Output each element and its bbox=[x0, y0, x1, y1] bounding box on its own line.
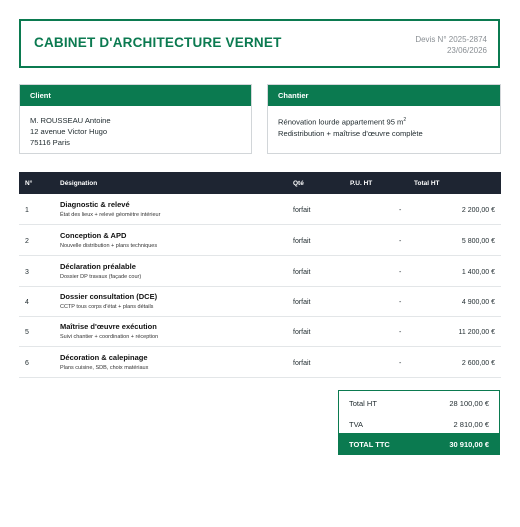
chantier-box-title: Chantier bbox=[268, 85, 500, 106]
row-title: Diagnostic & relevé bbox=[60, 200, 130, 209]
total-ht-value: 28 100,00 € bbox=[449, 399, 489, 408]
row-total: 11 200,00 € bbox=[458, 329, 495, 336]
row-qty: forfait bbox=[293, 360, 311, 367]
header-num: N° bbox=[25, 180, 33, 187]
row-subtitle: Dossier DP travaux (façade cour) bbox=[60, 274, 142, 280]
row-num: 2 bbox=[25, 238, 29, 245]
table-row bbox=[19, 347, 501, 378]
row-qty: forfait bbox=[293, 329, 311, 336]
document-header bbox=[19, 19, 500, 68]
row-qty: forfait bbox=[293, 299, 311, 306]
devis-number: Devis N° 2025-2874 bbox=[415, 35, 487, 44]
row-title: Conception & APD bbox=[60, 231, 127, 240]
total-ttc-value: 30 910,00 € bbox=[449, 440, 489, 449]
chantier-line-2: Redistribution + maîtrise d'œuvre complète bbox=[278, 128, 423, 138]
header-qty: Qté bbox=[293, 180, 304, 187]
table-row bbox=[19, 225, 501, 256]
tva-value: 2 810,00 € bbox=[453, 420, 489, 429]
row-qty: forfait bbox=[293, 238, 311, 245]
row-num: 5 bbox=[25, 329, 29, 336]
chantier-description bbox=[268, 106, 500, 139]
row-pu: - bbox=[399, 360, 402, 367]
total-ttc-row bbox=[339, 433, 499, 454]
client-box bbox=[19, 84, 252, 154]
table-row bbox=[19, 256, 501, 287]
header-total: Total HT bbox=[414, 180, 440, 187]
row-total: 2 200,00 € bbox=[461, 207, 495, 214]
header-designation: Désignation bbox=[60, 180, 98, 187]
row-qty: forfait bbox=[293, 269, 311, 276]
table-header bbox=[19, 172, 501, 194]
header-pu: P.U. HT bbox=[350, 180, 373, 187]
client-street: 12 avenue Victor Hugo bbox=[30, 127, 108, 136]
chantier-box bbox=[267, 84, 501, 154]
firm-name: CABINET D'ARCHITECTURE VERNET bbox=[34, 35, 282, 50]
row-total: 4 900,00 € bbox=[461, 299, 495, 306]
row-pu: - bbox=[399, 299, 402, 306]
chantier-line-1-sup: 2 bbox=[403, 117, 407, 123]
total-ht-row bbox=[339, 392, 499, 413]
table-row bbox=[19, 194, 501, 225]
total-ttc-label: TOTAL TTC bbox=[349, 440, 390, 449]
row-num: 1 bbox=[25, 207, 29, 214]
row-total: 1 400,00 € bbox=[461, 269, 495, 276]
row-title: Décoration & calepinage bbox=[60, 353, 148, 362]
row-title: Dossier consultation (DCE) bbox=[60, 292, 158, 301]
chantier-line-1-text: Rénovation lourde appartement 95 m bbox=[278, 117, 404, 127]
row-subtitle: État des lieux + relevé géomètre intérieur bbox=[60, 212, 161, 218]
client-address bbox=[20, 106, 251, 148]
row-title: Déclaration préalable bbox=[60, 262, 136, 271]
table-row bbox=[19, 286, 501, 317]
row-subtitle: Plans cuisine, SDB, choix matériaux bbox=[60, 365, 149, 371]
row-num: 4 bbox=[25, 299, 29, 306]
row-title: Maîtrise d'œuvre exécution bbox=[60, 322, 157, 331]
total-ht-label: Total HT bbox=[349, 399, 377, 408]
row-pu: - bbox=[399, 207, 402, 214]
row-total: 5 800,00 € bbox=[461, 238, 495, 245]
devis-info bbox=[415, 34, 487, 56]
row-pu: - bbox=[399, 329, 402, 336]
row-pu: - bbox=[399, 238, 402, 245]
totals-box bbox=[338, 390, 500, 455]
table-row bbox=[19, 316, 501, 347]
client-city: 75116 Paris bbox=[30, 138, 70, 147]
chantier-line-1 bbox=[278, 115, 500, 128]
client-name: M. ROUSSEAU Antoine bbox=[30, 116, 111, 125]
row-num: 6 bbox=[25, 360, 29, 367]
row-total: 2 600,00 € bbox=[461, 360, 495, 367]
row-pu: - bbox=[399, 269, 402, 276]
row-subtitle: CCTP tous corps d'état + plans détails bbox=[60, 304, 154, 310]
quote-table bbox=[19, 172, 501, 371]
row-qty: forfait bbox=[293, 207, 311, 214]
tva-row bbox=[339, 413, 499, 434]
client-box-title: Client bbox=[20, 85, 251, 106]
tva-label: TVA bbox=[349, 420, 364, 429]
devis-date: 23/06/2026 bbox=[446, 46, 487, 55]
row-subtitle: Suivi chantier + coordination + réception bbox=[60, 334, 159, 340]
row-num: 3 bbox=[25, 269, 29, 276]
row-subtitle: Nouvelle distribution + plans techniques bbox=[60, 243, 158, 249]
